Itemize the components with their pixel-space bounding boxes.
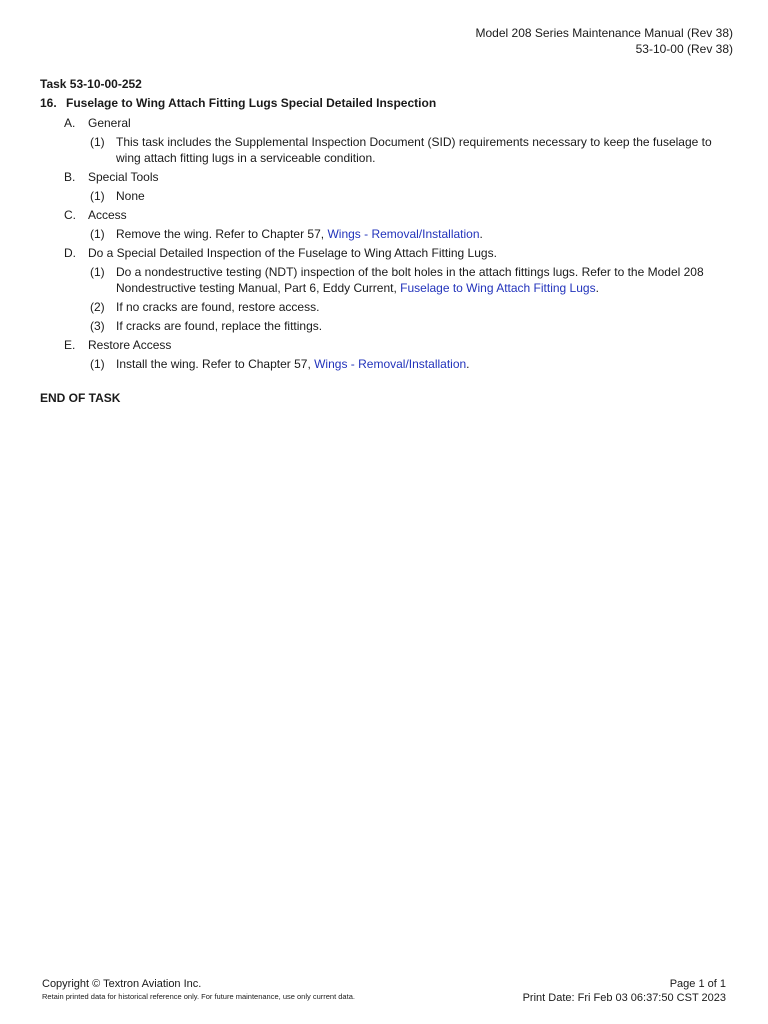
step-text bbox=[116, 318, 740, 334]
footer-right bbox=[523, 977, 726, 1005]
step-text bbox=[116, 134, 740, 166]
step-suffix: . bbox=[479, 227, 483, 241]
section-letter: C. bbox=[64, 208, 76, 222]
step-item bbox=[90, 318, 740, 334]
step-body: This task includes the Supplemental Inspection Document (SID) requirements necessary to keep the fuselage to wing attach fitting lugs in a serviceable condition. bbox=[116, 135, 712, 165]
step-number: (1) bbox=[90, 135, 105, 149]
step-number: (1) bbox=[90, 189, 105, 203]
step-text bbox=[116, 188, 740, 204]
step-number: (2) bbox=[90, 300, 105, 314]
step-item bbox=[90, 226, 740, 242]
step-text bbox=[116, 299, 740, 315]
step-suffix: . bbox=[466, 357, 470, 371]
section-letter: D. bbox=[64, 246, 76, 260]
retain-notice: Retain printed data for historical reference only. For future maintenance, use only current data. bbox=[42, 992, 355, 1001]
section-letter: A. bbox=[64, 116, 76, 130]
step-item bbox=[90, 264, 740, 296]
section-heading bbox=[40, 207, 740, 223]
step-body: Remove the wing. Refer to Chapter 57, bbox=[116, 227, 328, 241]
reference-link[interactable]: Wings - Removal/Installation bbox=[314, 357, 467, 371]
end-of-task: END OF TASK bbox=[40, 391, 121, 405]
step-number: (1) bbox=[90, 227, 105, 241]
print-date: Print Date: Fri Feb 03 06:37:50 CST 2023 bbox=[522, 992, 726, 1004]
section-letter: B. bbox=[64, 170, 76, 184]
step-body: Do a nondestructive testing (NDT) inspection of the bolt holes in the attach fittings lugs. Refer to the Model 208 Nondestructive testing Manual, Part 6, Eddy Current, bbox=[116, 265, 704, 295]
page-number: Page 1 of 1 bbox=[669, 978, 726, 990]
manual-title: Model 208 Series Maintenance Manual (Rev 38) bbox=[475, 26, 733, 40]
footer-left bbox=[42, 977, 355, 1003]
step-number: (1) bbox=[90, 265, 105, 279]
section-label: Special Tools bbox=[88, 170, 159, 184]
section-label: Restore Access bbox=[88, 338, 172, 352]
step-number: (3) bbox=[90, 319, 105, 333]
step-item bbox=[90, 188, 740, 204]
step-number: (1) bbox=[90, 357, 105, 371]
section-heading bbox=[40, 115, 740, 131]
step-text bbox=[116, 226, 740, 242]
section-label: Access bbox=[88, 208, 127, 222]
step-text bbox=[116, 356, 740, 372]
step-body: If no cracks are found, restore access. bbox=[116, 300, 320, 314]
section-revision: 53-10-00 (Rev 38) bbox=[635, 42, 733, 56]
copyright-text: Copyright © Textron Aviation Inc. bbox=[42, 978, 202, 990]
step-text bbox=[116, 264, 740, 296]
section-label: Do a Special Detailed Inspection of the Fuselage to Wing Attach Fitting Lugs. bbox=[88, 246, 497, 260]
step-body: None bbox=[116, 189, 145, 203]
page-header bbox=[476, 25, 733, 57]
step-body: Install the wing. Refer to Chapter 57, bbox=[116, 357, 315, 371]
reference-link[interactable]: Wings - Removal/Installation bbox=[327, 227, 480, 241]
step-body: If cracks are found, replace the fittings. bbox=[116, 319, 323, 333]
step-item bbox=[90, 356, 740, 372]
section-heading bbox=[40, 169, 740, 185]
step-item bbox=[90, 299, 740, 315]
reference-link[interactable]: Fuselage to Wing Attach Fitting Lugs bbox=[400, 281, 596, 295]
task-id: Task 53-10-00-252 bbox=[40, 77, 142, 91]
section-heading bbox=[40, 245, 740, 261]
task-number: 16. bbox=[40, 96, 57, 110]
step-item bbox=[90, 134, 740, 166]
section-letter: E. bbox=[64, 338, 76, 352]
task-title-text: Fuselage to Wing Attach Fitting Lugs Special Detailed Inspection bbox=[66, 96, 437, 110]
section-label: General bbox=[88, 116, 131, 130]
task-body bbox=[40, 115, 740, 375]
task-title bbox=[40, 95, 436, 111]
section-heading bbox=[40, 337, 740, 353]
step-suffix: . bbox=[595, 281, 599, 295]
